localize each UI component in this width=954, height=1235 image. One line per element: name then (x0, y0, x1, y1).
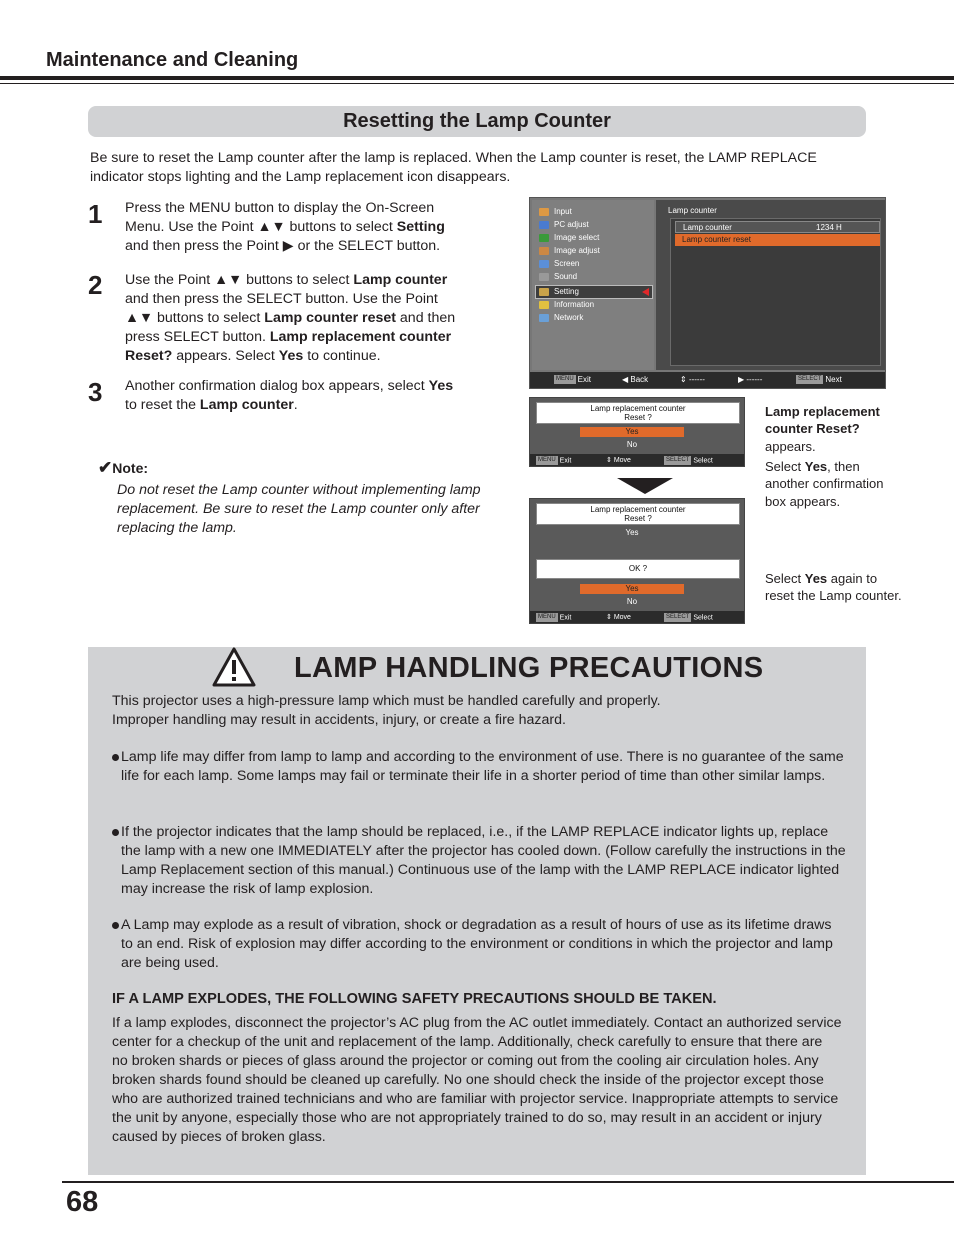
menu-item: Image adjust (536, 245, 652, 257)
warning-intro: This projector uses a high-pressure lamp which must be handled carefully and properly. Improper handling may result in accidents, injury, or create a fire hazard. (112, 693, 661, 728)
step-line: Press the MENU button to display the On-Screen (125, 200, 435, 216)
menu-item: Image select (536, 232, 652, 244)
submenu-box (670, 218, 881, 366)
menu-item: Input (536, 206, 652, 218)
setting-icon (539, 288, 549, 296)
step-line: and then press the SELECT button. Use the Point (125, 291, 438, 307)
dialog-guide-bar: MENU Exit ⇕ Move SELECT Select (530, 611, 744, 623)
menu-guide-bar (530, 372, 885, 388)
dialog-question: Lamp replacement counter (590, 404, 686, 413)
page-number: 68 (66, 1186, 99, 1218)
dialog-option-no: No (626, 597, 638, 606)
reset-dialog-screenshot (529, 397, 745, 467)
step-line: and then press the Point ▶ or the SELECT button. (125, 238, 441, 254)
step-line: press SELECT button. Lamp replacement counter (125, 329, 452, 345)
step-line: Another confirmation dialog box appears, select Yes (125, 378, 454, 394)
network-icon (539, 314, 549, 322)
updown-arrow-icon: ⇕ (606, 614, 612, 621)
submenu-row: Lamp counter 1234 H (675, 221, 880, 233)
dialog-guide-bar: MENU Exit ⇕ Move SELECT Select (530, 454, 744, 466)
dialog-option-yes: Yes (625, 528, 639, 537)
guide-back: ◀ Back (622, 375, 649, 384)
ok-question: OK ? (628, 564, 648, 573)
menu-item: Information (536, 299, 652, 311)
ok-question-box (536, 559, 740, 579)
confirm-dialog-screenshot (529, 498, 745, 624)
warning-bullet: A Lamp may explode as a result of vibration, shock or degradation as a result of hours of use as its lifetime draws to an end. Risk of explosion may differ according to the environment or conditions in which the projector and lamp are being used. (112, 916, 847, 973)
step-line: ▲▼ buttons to select Lamp counter reset and then (125, 310, 456, 326)
image-select-icon (539, 234, 549, 242)
down-arrow-icon (617, 478, 673, 494)
caption-1: Lamp replacement counter Reset? appears. (765, 404, 880, 454)
menu-list (532, 200, 654, 370)
caption-2: Select Yes, then another confirmation box appears. (765, 459, 884, 509)
submenu-title: Lamp counter (668, 206, 717, 215)
guide-updown: ⇕ ------ (680, 375, 705, 384)
guide-right: ▶ ------ (738, 375, 763, 384)
explosion-instructions: If a lamp explodes, disconnect the projector’s AC plug from the AC outlet immediately. Contact an authorized service center for a checkup of the unit and replacement of the lamp. Additionally, check carefully to ensure that there are no broken shards or pieces of glass around the projector or coming out from the cooling air circulation holes. Any broken shards found should be cleaned up carefully. No one should check the inside of the projector except those who are authorized trained technicians and who are familiar with projector service. Inappropriate attempts to service the unit by anyone, especially those who are not appropriately trained to do so, may result in an accident or injury caused by pieces of broken glass. (112, 1015, 842, 1145)
section-title: Resetting the Lamp Counter (88, 106, 866, 137)
header-rule-thin (0, 83, 954, 84)
step-number: 1 (88, 199, 103, 229)
dialog-option-no: No (626, 440, 638, 449)
step-2-text (125, 271, 490, 366)
left-arrow-icon: ◀ (622, 375, 629, 384)
information-icon (539, 301, 549, 309)
submenu-panel (656, 200, 885, 370)
step-number: 3 (88, 377, 103, 407)
dialog-question: Reset ? (624, 514, 652, 523)
bullet-icon (112, 829, 119, 836)
menu-item: PC adjust (536, 219, 652, 231)
dialog-question: Lamp replacement counter (590, 505, 686, 514)
dialog-question-box (536, 503, 740, 525)
guide-exit: MENU Exit (556, 375, 592, 384)
lamp-hours-value: 1234 H (816, 223, 842, 232)
pc-adjust-icon (539, 221, 549, 229)
submenu-row-highlighted: Lamp counter reset (675, 234, 880, 246)
dialog-option-yes: Yes (580, 584, 684, 594)
menu-screenshot (529, 197, 886, 389)
footer-rule (62, 1181, 954, 1183)
updown-arrow-icon: ⇕ (606, 457, 612, 464)
warning-icon (212, 647, 256, 687)
screen-icon (539, 260, 549, 268)
warning-title: LAMP HANDLING PRECAUTIONS (294, 652, 764, 684)
updown-arrow-icon: ⇕ (680, 375, 687, 384)
page-header-title: Maintenance and Cleaning (46, 49, 299, 71)
input-icon (539, 208, 549, 216)
dialog-question: Reset ? (624, 413, 652, 422)
image-adjust-icon (539, 247, 549, 255)
step-line: Menu. Use the Point ▲▼ buttons to select Setting (125, 219, 445, 235)
dialog-question-box (536, 402, 740, 424)
selection-arrow-icon (642, 288, 649, 296)
step-1-text (125, 199, 490, 256)
dialog-option-yes: Yes (580, 427, 684, 437)
bullet-icon (112, 754, 119, 761)
warning-bullet: If the projector indicates that the lamp should be replaced, i.e., if the LAMP REPLACE indicator lights up, replace the lamp with a new one IMMEDIATELY after the projector has cooled down. (Follow carefully the instructions in the Lamp Replacement section of this manual.) Continuous use of the lamp with the LAMP REPLACE indicator lighted may increase the risk of lamp explosion. (112, 823, 847, 899)
step-3-text (125, 377, 490, 415)
bullet-icon (112, 922, 119, 929)
step-line: Use the Point ▲▼ buttons to select Lamp counter (125, 272, 448, 288)
menu-item: Network (536, 312, 652, 324)
checkmark-icon: ✔ (98, 458, 113, 477)
right-arrow-icon: ▶ (738, 375, 745, 384)
menu-item: Screen (536, 258, 652, 270)
note-text: Do not reset the Lamp counter without implementing lamp replacement. Be sure to reset the Lamp counter only after replacing the lamp. (117, 482, 481, 536)
explosion-subheading: IF A LAMP EXPLODES, THE FOLLOWING SAFETY PRECAUTIONS SHOULD BE TAKEN. (112, 991, 717, 1007)
caption-3: Select Yes again to reset the Lamp counter. (765, 571, 902, 604)
warning-bullet: Lamp life may differ from lamp to lamp and according to the environment of use. There is no guarantee of the same life for each lamp. Some lamps may fail or terminate their life in a shorter period of time than other similar lamps. (112, 748, 847, 786)
menu-item: Sound (536, 271, 652, 283)
guide-next: SELECT Next (798, 375, 842, 384)
step-line: to reset the Lamp counter. (125, 397, 298, 413)
sound-icon (539, 273, 549, 281)
section-intro: Be sure to reset the Lamp counter after the lamp is replaced. When the Lamp counter is reset, the LAMP REPLACE indicator stops lighting and the Lamp replacement icon disappears. (90, 150, 817, 185)
step-line: Reset? appears. Select Yes to continue. (125, 348, 381, 364)
menu-item-selected: Setting (536, 286, 652, 298)
step-number: 2 (88, 270, 103, 300)
header-rule (0, 76, 954, 80)
note-label: ✔Note: (98, 458, 149, 477)
